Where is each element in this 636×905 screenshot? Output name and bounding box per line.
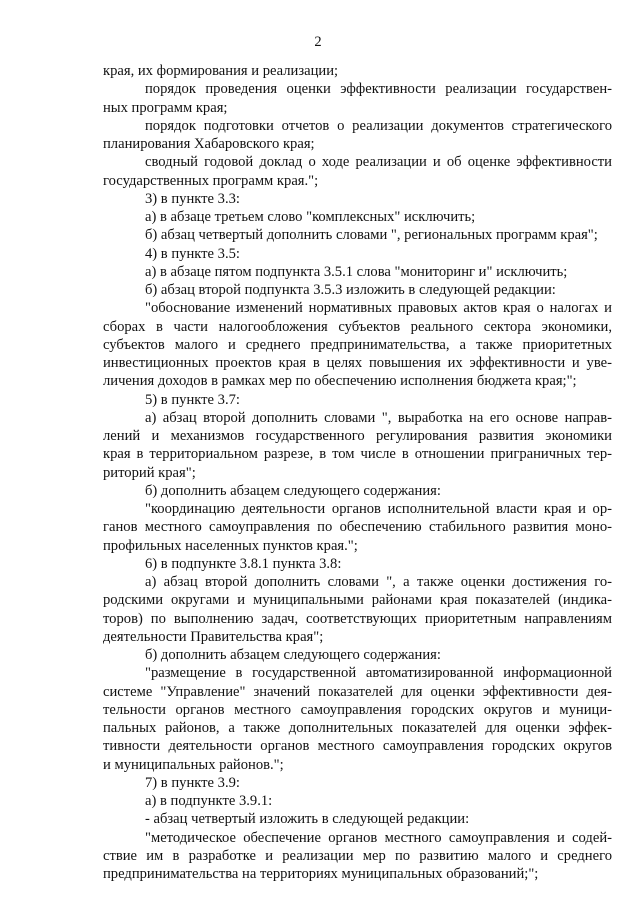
- text-line: б) дополнить абзацем следующего содержания:: [145, 647, 441, 663]
- text-line: 7) в пункте 3.9:: [145, 774, 240, 791]
- text-line: ных программ края;: [103, 99, 228, 116]
- text-line: тельности органов местного самоуправления городских округов и муници-: [103, 701, 612, 718]
- text-line: субъектов малого и среднего предпринимательства, а также приоритетных: [103, 336, 612, 353]
- text-line: а) в подпункте 3.9.1:: [145, 793, 273, 809]
- text-line: б) дополнить абзацем следующего содержания:: [145, 482, 441, 499]
- text-line: ганов местного самоуправления по обеспечению стабильного развития моно-: [103, 519, 612, 536]
- text-line: "координацию деятельности органов исполнительной власти края и ор-: [145, 501, 612, 517]
- text-line: планирования Хабаровского края;: [103, 136, 315, 152]
- text-line: 3) в пункте 3.3:: [145, 190, 240, 207]
- text-line: порядок подготовки отчетов о реализации документов стратегического: [145, 117, 612, 134]
- text-line: тивности деятельности органов местного самоуправления городских округов: [103, 738, 612, 755]
- text-line: сборах в части налогообложения субъектов реального сектора экономики,: [103, 318, 612, 335]
- text-line: инвестиционных проектов края в целях повышения их эффективности и уве-: [103, 355, 612, 371]
- text-line: "обоснование изменений нормативных правовых актов края о налогах и: [145, 300, 612, 317]
- text-line: порядок проведения оценки эффективности реализации государствен-: [145, 81, 612, 98]
- text-line: а) абзац второй дополнить словами ", а также оценки достижения го-: [145, 574, 612, 590]
- text-line: б) абзац четвертый дополнить словами ", региональных программ края";: [145, 227, 598, 244]
- text-line: 5) в пункте 3.7:: [145, 391, 240, 408]
- text-line: лений и механизмов государственного регулирования развития экономики: [103, 428, 612, 444]
- text-line: предпринимательства на территориях муниципальных образований;";: [103, 866, 539, 882]
- text-line: государственных программ края.";: [103, 172, 319, 189]
- text-line: "размещение в государственной автоматизированной информационной: [145, 665, 612, 682]
- page-number: 2: [314, 34, 322, 50]
- text-line: а) в абзаце третьем слово "комплексных" исключить;: [145, 209, 476, 225]
- text-line: б) абзац второй подпункта 3.5.3 изложить в следующей редакции:: [145, 282, 556, 298]
- text-line: а) в абзаце пятом подпункта 3.5.1 слова "мониторинг и" исключить;: [145, 263, 568, 280]
- text-line: риторий края";: [103, 464, 196, 481]
- text-line: пальных районов, а также дополнительных показателей для оценки эффек-: [103, 720, 612, 736]
- text-line: 4) в пункте 3.5:: [145, 245, 240, 262]
- text-line: профильных населенных пунктов края.";: [103, 537, 358, 554]
- text-line: ствие им в разработке и реализации мер по развитию малого и среднего: [103, 847, 612, 864]
- document-body: [103, 62, 612, 883]
- text-line: родскими округами и муниципальными районами края показателей (индика-: [103, 592, 612, 609]
- text-line: - абзац четвертый изложить в следующей редакции:: [145, 811, 470, 828]
- text-line: 6) в подпункте 3.8.1 пункта 3.8:: [145, 555, 342, 572]
- text-line: системе "Управление" значений показателей для оценки эффективности дея-: [103, 683, 612, 700]
- text-line: личения доходов в рамках мер по обеспечению исполнения бюджета края;";: [103, 373, 577, 390]
- text-line: деятельности Правительства края";: [103, 628, 324, 645]
- text-line: сводный годовой доклад о ходе реализации и об оценке эффективности: [145, 154, 612, 171]
- text-line: и муниципальных районов.";: [103, 756, 284, 773]
- text-line: края в территориальном разрезе, в том числе в отношении приграничных тер-: [103, 446, 612, 463]
- text-line: "методическое обеспечение органов местного самоуправления и содей-: [145, 829, 612, 846]
- text-line: торов) по выполнению задач, соответствующих приоритетным направлениям: [103, 610, 612, 627]
- text-line: а) абзац второй дополнить словами ", выработка на его основе направ-: [145, 409, 612, 426]
- text-line: края, их формирования и реализации;: [103, 63, 339, 79]
